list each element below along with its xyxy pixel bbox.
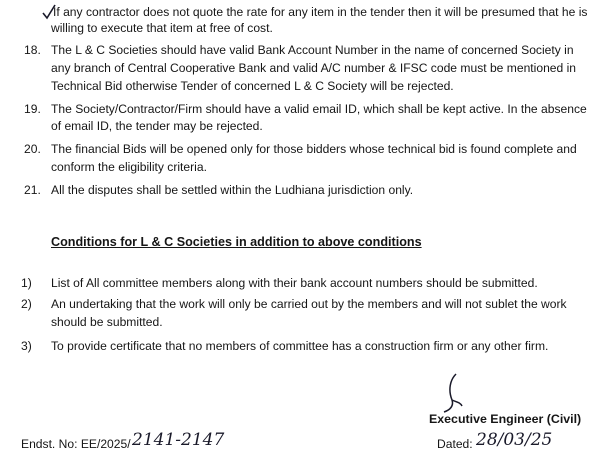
- clause-20-line-2: conform the eligibility criteria.: [51, 160, 207, 174]
- endorsement-label: Endst. No: EE/2025/: [21, 437, 131, 451]
- condition-1-number: 1): [21, 276, 32, 290]
- clause-17-line-1: If any contractor does not quote the rate for any item in the tender then it will be presumed that he is: [53, 5, 588, 19]
- clause-18-line-3: Technical Bid otherwise Tender of concerned L & C Society will be rejected.: [51, 79, 454, 93]
- condition-2-number: 2): [21, 297, 32, 311]
- clause-18-line-2: any branch of Central Cooperative Bank and valid A/C number & IFSC code must be mentioned in: [51, 61, 577, 75]
- condition-3-line-1: To provide certificate that no members of committee has a construction firm or any other firm.: [51, 339, 549, 353]
- clause-19-line-1: The Society/Contractor/Firm should have a valid email ID, which shall be kept active. In the absence: [51, 102, 587, 116]
- endorsement-number: 2141-2147: [132, 430, 225, 450]
- clause-20-line-1: The financial Bids will be opened only for those bidders whose technical bid is found complete and: [51, 142, 577, 156]
- condition-3-number: 3): [21, 339, 32, 353]
- condition-2-line-2: should be submitted.: [51, 315, 163, 329]
- dated-value: 28/03/25: [476, 430, 553, 450]
- signatory-title: Executive Engineer (Civil): [429, 412, 582, 426]
- clause-21-number: 21.: [24, 183, 41, 197]
- condition-1-line-1: List of All committee members along with their bank account numbers should be submitted.: [51, 276, 538, 290]
- clause-20-number: 20.: [24, 142, 41, 156]
- conditions-heading: Conditions for L & C Societies in addition to above conditions: [51, 235, 422, 249]
- signature-icon: [440, 372, 470, 414]
- clause-17-line-2: willing to execute that item at free of cost.: [51, 21, 273, 35]
- clause-18-line-1: The L & C Societies should have valid Bank Account Number in the name of concerned Society in: [51, 43, 574, 57]
- condition-2-line-1: An undertaking that the work will only be carried out by the members and will not sublet the work: [51, 297, 567, 311]
- clause-18-number: 18.: [24, 43, 41, 57]
- clause-19-number: 19.: [24, 102, 41, 116]
- dated-label: Dated:: [437, 437, 473, 451]
- clause-21-line-1: All the disputes shall be settled within the Ludhiana jurisdiction only.: [51, 183, 414, 197]
- clause-19-line-2: of email ID, the tender may be rejected.: [51, 119, 263, 133]
